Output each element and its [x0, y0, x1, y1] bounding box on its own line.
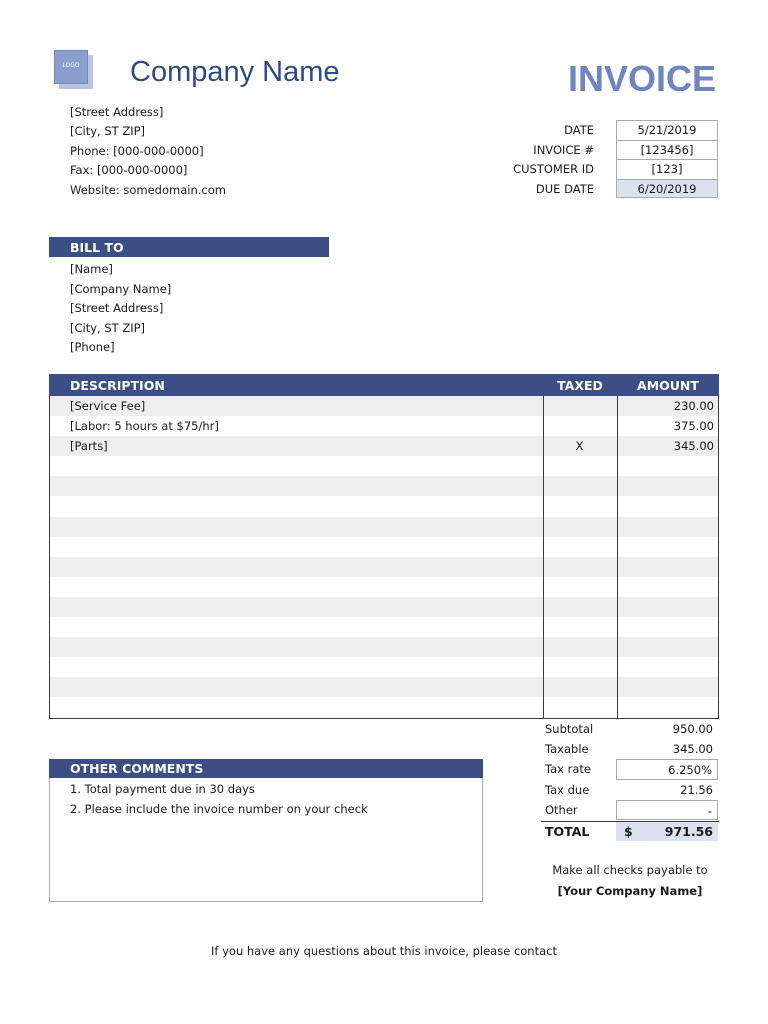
footer-note: If you have any questions about this invoice, please contact — [211, 944, 557, 958]
currency-symbol: $ — [624, 824, 633, 839]
date-field[interactable]: 5/21/2019 — [616, 120, 718, 140]
description-cell[interactable] — [50, 697, 543, 717]
payable-company: [Your Company Name] — [557, 883, 703, 898]
taxed-cell[interactable] — [543, 597, 617, 617]
description-cell[interactable] — [50, 577, 543, 597]
amount-cell[interactable] — [616, 637, 718, 657]
total-value-box — [616, 822, 718, 841]
tax-rate-label: Tax rate — [545, 762, 591, 777]
payable-line: Make all checks payable to — [552, 863, 708, 877]
company-name: Company Name — [130, 56, 340, 88]
taxable-label: Taxable — [545, 742, 589, 757]
amount-cell[interactable]: 345.00 — [673, 439, 714, 454]
company-address — [70, 103, 226, 200]
amount-cell[interactable] — [616, 537, 718, 557]
taxed-cell[interactable] — [543, 517, 617, 537]
tax-rate-field[interactable]: 6.250% — [616, 759, 718, 779]
taxed-cell[interactable] — [543, 637, 617, 657]
other-field[interactable]: - — [616, 800, 718, 820]
amount-cell[interactable] — [616, 677, 718, 697]
line-items-table — [49, 374, 719, 719]
company-city: [City, ST ZIP] — [70, 124, 146, 139]
description-cell[interactable] — [50, 677, 543, 697]
bill-to-name[interactable]: [Name] — [70, 262, 113, 276]
company-website: Website: somedomain.com — [70, 182, 226, 197]
taxed-cell[interactable] — [543, 657, 617, 677]
tax-due-value: 21.56 — [680, 782, 713, 797]
logo-text: LOGO — [62, 62, 80, 69]
company-fax: Fax: [000-000-0000] — [70, 163, 188, 178]
taxed-cell[interactable] — [543, 456, 617, 476]
total-label: TOTAL — [545, 824, 590, 839]
bill-to-city[interactable]: [City, ST ZIP] — [70, 320, 146, 335]
description-header: DESCRIPTION — [70, 378, 165, 393]
taxed-cell[interactable] — [543, 617, 617, 637]
line-items-header — [49, 374, 719, 396]
taxed-cell[interactable] — [543, 496, 617, 516]
taxed-cell[interactable] — [543, 677, 617, 697]
invoice-meta-values — [616, 120, 718, 198]
description-cell[interactable] — [50, 496, 543, 516]
amount-cell[interactable] — [616, 577, 718, 597]
taxed-cell[interactable] — [543, 396, 617, 416]
description-cell[interactable] — [50, 657, 543, 677]
date-label: DATE — [564, 123, 594, 137]
taxed-cell[interactable] — [543, 416, 617, 436]
taxed-cell[interactable] — [543, 577, 617, 597]
company-street: [Street Address] — [70, 105, 164, 119]
company-logo — [54, 50, 90, 86]
amount-cell[interactable] — [616, 697, 718, 717]
bill-to-street[interactable]: [Street Address] — [70, 301, 164, 316]
amount-cell[interactable] — [616, 496, 718, 516]
invoice-title: INVOICE — [567, 58, 716, 99]
taxed-cell[interactable]: X — [575, 439, 584, 454]
other-comments-box[interactable] — [49, 778, 483, 902]
invoice-meta-labels — [480, 121, 594, 199]
bill-to-phone[interactable]: [Phone] — [70, 340, 115, 355]
other-comments-heading: OTHER COMMENTS — [49, 759, 483, 778]
amount-cell[interactable] — [616, 557, 718, 577]
taxed-cell[interactable] — [543, 537, 617, 557]
amount-cell[interactable] — [616, 456, 718, 476]
description-cell[interactable] — [50, 557, 543, 577]
amount-cell[interactable] — [616, 476, 718, 496]
amount-cell[interactable] — [616, 617, 718, 637]
totals-values — [616, 719, 718, 820]
column-divider — [543, 396, 544, 718]
due-date-field[interactable]: 6/20/2019 — [616, 179, 718, 199]
column-divider — [617, 396, 618, 718]
subtotal-value: 950.00 — [672, 722, 713, 736]
customer-id-field[interactable]: [123] — [616, 159, 718, 179]
tax-due-label: Tax due — [545, 782, 590, 797]
description-cell[interactable] — [50, 476, 543, 496]
totals-labels — [545, 719, 593, 820]
invoice-number-field[interactable]: [123456] — [616, 140, 718, 160]
invoice-number-label: INVOICE # — [533, 142, 594, 157]
description-cell[interactable] — [50, 456, 543, 476]
description-cell[interactable]: [Labor: 5 hours at $75/hr] — [70, 419, 219, 434]
amount-cell[interactable] — [616, 597, 718, 617]
line-items-body — [49, 396, 719, 719]
customer-id-label: CUSTOMER ID — [513, 162, 594, 176]
description-cell[interactable]: [Service Fee] — [70, 399, 146, 413]
bill-to-block — [70, 260, 171, 358]
amount-header: AMOUNT — [637, 378, 699, 393]
amount-cell[interactable] — [616, 657, 718, 677]
taxable-value: 345.00 — [672, 742, 713, 757]
other-label: Other — [545, 802, 578, 817]
amount-cell[interactable]: 375.00 — [673, 419, 714, 434]
taxed-cell[interactable] — [543, 557, 617, 577]
description-cell[interactable] — [50, 537, 543, 557]
payable-note — [540, 860, 720, 901]
taxed-cell[interactable] — [543, 476, 617, 496]
amount-cell[interactable]: 230.00 — [673, 399, 714, 413]
description-cell[interactable] — [50, 637, 543, 657]
company-phone: Phone: [000-000-0000] — [70, 143, 204, 158]
comment-line: 2. Please include the invoice number on your check — [70, 802, 368, 816]
description-cell[interactable] — [50, 517, 543, 537]
total-value: 971.56 — [664, 824, 713, 839]
comment-line: 1. Total payment due in 30 days — [70, 782, 255, 796]
description-cell[interactable] — [50, 597, 543, 617]
taxed-header: TAXED — [557, 378, 603, 393]
description-cell[interactable]: [Parts] — [70, 439, 108, 454]
amount-cell[interactable] — [616, 517, 718, 537]
bill-to-company[interactable]: [Company Name] — [70, 281, 172, 296]
description-cell[interactable] — [50, 617, 543, 637]
taxed-cell[interactable] — [543, 697, 617, 717]
subtotal-label: Subtotal — [545, 722, 594, 736]
due-date-label: DUE DATE — [535, 181, 594, 196]
bill-to-heading: BILL TO — [49, 237, 329, 257]
